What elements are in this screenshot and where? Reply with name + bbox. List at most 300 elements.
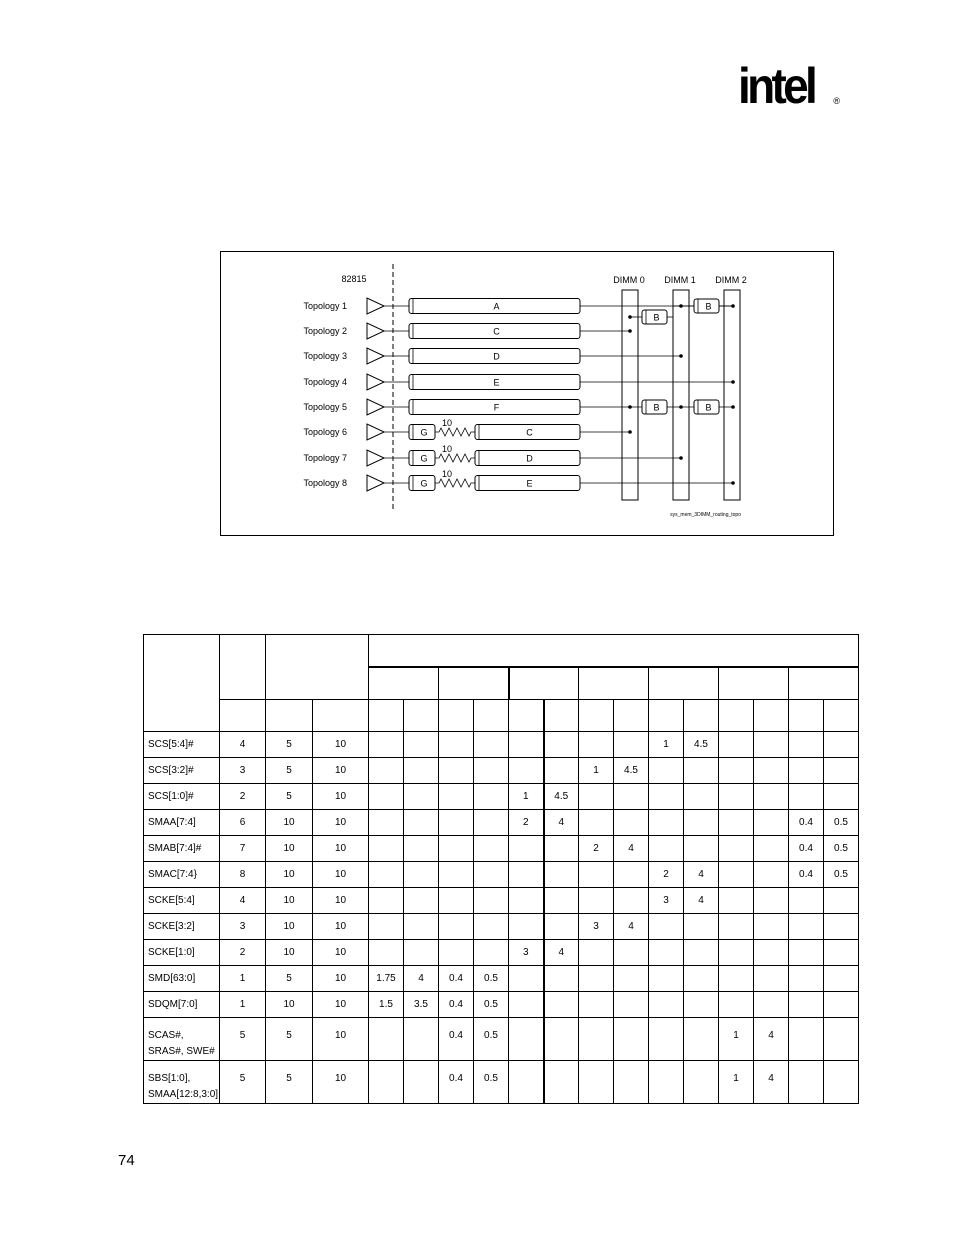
header-group: [439, 667, 509, 700]
value-cell: 10: [313, 992, 369, 1018]
value-cell: [684, 966, 719, 992]
table-row: [144, 1018, 859, 1061]
connection-dot: [679, 354, 683, 358]
value-cell: [719, 966, 754, 992]
value-cell: [404, 810, 439, 836]
value-cell: [474, 810, 509, 836]
value-cell: [439, 914, 474, 940]
value-cell: 4: [544, 810, 579, 836]
value-cell: [544, 836, 579, 862]
value-cell: [649, 810, 684, 836]
registered-mark: ®: [833, 96, 840, 106]
value-cell: [719, 862, 754, 888]
value-cell: 10: [313, 784, 369, 810]
value-cell: [614, 1061, 649, 1104]
value-cell: [579, 888, 614, 914]
topology-label: Topology 2: [303, 326, 347, 336]
value-cell: [614, 732, 649, 758]
value-cell: 4: [220, 732, 266, 758]
value-cell: [649, 1018, 684, 1061]
value-cell: [719, 732, 754, 758]
value-cell: 10: [266, 914, 313, 940]
resistor-value: 10: [441, 469, 453, 479]
value-cell: [404, 784, 439, 810]
value-cell: [824, 940, 859, 966]
value-cell: [579, 732, 614, 758]
header-sub: [369, 700, 404, 732]
value-cell: [614, 784, 649, 810]
value-cell: 1: [719, 1018, 754, 1061]
chip-label: 82815: [341, 274, 367, 284]
value-cell: [684, 1061, 719, 1104]
driver-buffer-icon: [367, 323, 384, 339]
value-cell: 0.5: [474, 992, 509, 1018]
driver-buffer-icon: [367, 374, 384, 390]
table-row: [144, 992, 859, 1018]
value-cell: [789, 758, 824, 784]
value-cell: 3: [220, 758, 266, 784]
value-cell: [754, 966, 789, 992]
value-cell: 10: [313, 1061, 369, 1104]
value-cell: [369, 862, 404, 888]
value-cell: 2: [649, 862, 684, 888]
header-topology: [220, 635, 266, 700]
value-cell: 10: [266, 888, 313, 914]
connection-dot: [731, 481, 735, 485]
value-cell: [649, 836, 684, 862]
value-cell: [824, 732, 859, 758]
table-row: [144, 914, 859, 940]
value-cell: [649, 992, 684, 1018]
value-cell: [544, 888, 579, 914]
connection-dot: [679, 405, 683, 409]
value-cell: [544, 862, 579, 888]
signal-name-cell: SMD[63:0]: [144, 966, 220, 992]
value-cell: [369, 810, 404, 836]
value-cell: [509, 1018, 544, 1061]
header-sub: [220, 700, 266, 732]
value-cell: [369, 940, 404, 966]
value-cell: [579, 966, 614, 992]
value-cell: 3: [579, 914, 614, 940]
signal-name-cell: SBS[1:0], SMAA[12:8,3:0]: [144, 1061, 220, 1104]
dimm-label: DIMM 1: [664, 275, 696, 285]
driver-buffer-icon: [367, 399, 384, 415]
header-sub: [824, 700, 859, 732]
value-cell: [649, 1061, 684, 1104]
header-group: [649, 667, 719, 700]
value-cell: [544, 758, 579, 784]
driver-buffer-icon: [367, 424, 384, 440]
value-cell: [474, 862, 509, 888]
value-cell: [509, 888, 544, 914]
value-cell: [439, 758, 474, 784]
header-group: [719, 667, 789, 700]
value-cell: [684, 810, 719, 836]
table-row: [144, 1061, 859, 1104]
value-cell: [404, 862, 439, 888]
driver-buffer-icon: [367, 475, 384, 491]
value-cell: [684, 992, 719, 1018]
value-cell: 0.5: [474, 1018, 509, 1061]
signal-name-cell: SCAS#, SRAS#, SWE#: [144, 1018, 220, 1061]
value-cell: [439, 836, 474, 862]
header-group: [369, 667, 439, 700]
value-cell: 1: [509, 784, 544, 810]
signal-name-cell: SCS[5:4]#: [144, 732, 220, 758]
table-row: [144, 836, 859, 862]
value-cell: [509, 758, 544, 784]
header-sub: [544, 700, 579, 732]
value-cell: [404, 1018, 439, 1061]
value-cell: [369, 732, 404, 758]
value-cell: 10: [313, 966, 369, 992]
value-cell: [439, 862, 474, 888]
signal-name-cell: SDQM[7:0]: [144, 992, 220, 1018]
value-cell: [789, 1061, 824, 1104]
value-cell: [614, 940, 649, 966]
value-cell: 4: [404, 966, 439, 992]
value-cell: 2: [220, 940, 266, 966]
value-cell: 10: [313, 914, 369, 940]
value-cell: 4: [754, 1018, 789, 1061]
value-cell: [544, 732, 579, 758]
value-cell: [789, 940, 824, 966]
value-cell: [684, 1018, 719, 1061]
value-cell: [369, 784, 404, 810]
logo-wordmark: intel: [738, 58, 815, 114]
table-row: [144, 940, 859, 966]
value-cell: [544, 1018, 579, 1061]
value-cell: 5: [220, 1018, 266, 1061]
value-cell: 2: [509, 810, 544, 836]
value-cell: [824, 784, 859, 810]
value-cell: [719, 836, 754, 862]
signal-name-cell: SCS[1:0]#: [144, 784, 220, 810]
value-cell: 0.5: [474, 1061, 509, 1104]
value-cell: [719, 914, 754, 940]
value-cell: 4: [614, 836, 649, 862]
value-cell: [439, 888, 474, 914]
value-cell: [614, 966, 649, 992]
value-cell: 10: [266, 810, 313, 836]
table-row: [144, 966, 859, 992]
value-cell: 5: [266, 758, 313, 784]
value-cell: [474, 836, 509, 862]
value-cell: [439, 732, 474, 758]
trace-segment-label: G: [420, 427, 428, 438]
connection-dot: [628, 329, 632, 333]
value-cell: [404, 940, 439, 966]
header-group: [579, 667, 649, 700]
value-cell: 10: [313, 940, 369, 966]
connection-dot: [679, 456, 683, 460]
dimm-label: DIMM 2: [715, 275, 747, 285]
header-sub: [509, 700, 544, 732]
connection-dot: [731, 405, 735, 409]
value-cell: 10: [313, 732, 369, 758]
value-cell: [579, 810, 614, 836]
value-cell: [824, 1061, 859, 1104]
value-cell: [404, 1061, 439, 1104]
header-group: [509, 667, 579, 700]
value-cell: [439, 784, 474, 810]
value-cell: 5: [266, 1018, 313, 1061]
value-cell: [579, 1018, 614, 1061]
value-cell: [684, 914, 719, 940]
value-cell: [369, 888, 404, 914]
trace-segment-label: E: [526, 478, 533, 489]
value-cell: [789, 784, 824, 810]
value-cell: 5: [266, 732, 313, 758]
topology-label: Topology 6: [303, 427, 347, 437]
value-cell: 10: [266, 836, 313, 862]
value-cell: 1.5: [369, 992, 404, 1018]
value-cell: [509, 914, 544, 940]
value-cell: [509, 862, 544, 888]
table-row: [144, 732, 859, 758]
value-cell: 5: [266, 966, 313, 992]
value-cell: [474, 758, 509, 784]
value-cell: [824, 888, 859, 914]
header-sub: [579, 700, 614, 732]
value-cell: [649, 784, 684, 810]
topology-label: Topology 5: [303, 402, 347, 412]
value-cell: [474, 914, 509, 940]
dimm-label: DIMM 0: [613, 275, 645, 285]
value-cell: [579, 784, 614, 810]
value-cell: [509, 992, 544, 1018]
value-cell: [754, 888, 789, 914]
value-cell: 10: [266, 940, 313, 966]
value-cell: 0.4: [439, 1018, 474, 1061]
value-cell: [754, 862, 789, 888]
header-sub: [719, 700, 754, 732]
value-cell: 3: [509, 940, 544, 966]
value-cell: [579, 862, 614, 888]
value-cell: [754, 836, 789, 862]
header-sub: [789, 700, 824, 732]
dimm-connector: [673, 290, 689, 500]
table-header-group: [144, 635, 859, 732]
value-cell: 4.5: [544, 784, 579, 810]
trace-segment-label: D: [526, 453, 533, 464]
value-cell: [544, 992, 579, 1018]
value-cell: 1.75: [369, 966, 404, 992]
value-cell: 1: [719, 1061, 754, 1104]
value-cell: [684, 784, 719, 810]
trace-segment-label: E: [493, 377, 500, 388]
trace-segment-label: C: [526, 427, 533, 438]
value-cell: [579, 1061, 614, 1104]
value-cell: [754, 992, 789, 1018]
routing-spec-table: [143, 634, 859, 1104]
signal-name-cell: SCKE[5:4]: [144, 888, 220, 914]
value-cell: [754, 784, 789, 810]
connection-dot: [731, 380, 735, 384]
header-group: [789, 667, 859, 700]
topology-label: Topology 1: [303, 301, 347, 311]
value-cell: [404, 758, 439, 784]
stub-segment-label: B: [653, 312, 660, 323]
header-sub: [754, 700, 789, 732]
header-signal: [144, 635, 220, 732]
value-cell: [824, 966, 859, 992]
driver-buffer-icon: [367, 450, 384, 466]
dimm-connector: [724, 290, 740, 500]
value-cell: 2: [220, 784, 266, 810]
value-cell: [474, 784, 509, 810]
value-cell: 3.5: [404, 992, 439, 1018]
value-cell: [754, 758, 789, 784]
header-sub: [439, 700, 474, 732]
header-trace: [266, 635, 369, 700]
value-cell: [579, 940, 614, 966]
page-number: 74: [118, 1152, 135, 1169]
value-cell: 10: [313, 1018, 369, 1061]
header-row-1: [144, 635, 859, 667]
header-sub: [266, 700, 313, 732]
value-cell: [509, 966, 544, 992]
value-cell: [719, 810, 754, 836]
value-cell: [719, 758, 754, 784]
value-cell: 7: [220, 836, 266, 862]
header-sub: [474, 700, 509, 732]
value-cell: 5: [266, 784, 313, 810]
value-cell: [544, 966, 579, 992]
value-cell: [754, 732, 789, 758]
value-cell: 0.4: [439, 966, 474, 992]
table-row: [144, 862, 859, 888]
signal-name-cell: SCKE[3:2]: [144, 914, 220, 940]
topology-label: Topology 7: [303, 453, 347, 463]
routing-topology-figure: [220, 251, 834, 536]
value-cell: [439, 810, 474, 836]
value-cell: [789, 966, 824, 992]
value-cell: [614, 1018, 649, 1061]
header-row-3: [144, 700, 859, 732]
header-sub: [313, 700, 369, 732]
stub-segment-label: B: [653, 402, 660, 413]
value-cell: 4: [684, 862, 719, 888]
value-cell: 0.5: [824, 810, 859, 836]
value-cell: 10: [313, 888, 369, 914]
value-cell: 10: [313, 810, 369, 836]
value-cell: 1: [579, 758, 614, 784]
table-row: [144, 888, 859, 914]
value-cell: 0.4: [789, 810, 824, 836]
value-cell: [614, 888, 649, 914]
value-cell: [369, 758, 404, 784]
connection-dot: [628, 430, 632, 434]
value-cell: [474, 940, 509, 966]
value-cell: [614, 810, 649, 836]
value-cell: 4: [684, 888, 719, 914]
value-cell: 3: [649, 888, 684, 914]
value-cell: 4: [544, 940, 579, 966]
driver-buffer-icon: [367, 298, 384, 314]
value-cell: 10: [313, 758, 369, 784]
resistor-icon: [435, 454, 475, 462]
value-cell: [719, 940, 754, 966]
table-row: [144, 784, 859, 810]
value-cell: 0.5: [824, 836, 859, 862]
value-cell: [509, 836, 544, 862]
value-cell: [684, 836, 719, 862]
value-cell: [789, 914, 824, 940]
value-cell: 0.4: [439, 1061, 474, 1104]
value-cell: [474, 888, 509, 914]
value-cell: 10: [313, 836, 369, 862]
table-body: [144, 732, 859, 1104]
header-sub: [404, 700, 439, 732]
header-sub: [649, 700, 684, 732]
trace-segment-label: F: [493, 402, 500, 413]
value-cell: [439, 940, 474, 966]
value-cell: [754, 810, 789, 836]
value-cell: [509, 1061, 544, 1104]
value-cell: [509, 732, 544, 758]
resistor-icon: [435, 479, 475, 487]
value-cell: [789, 732, 824, 758]
value-cell: [404, 732, 439, 758]
value-cell: [824, 758, 859, 784]
intel-logo: [738, 58, 840, 120]
stub-segment-label: B: [705, 301, 712, 312]
value-cell: [824, 992, 859, 1018]
value-cell: [684, 758, 719, 784]
value-cell: 10: [313, 862, 369, 888]
topology-label: Topology 3: [303, 351, 347, 361]
value-cell: [824, 1018, 859, 1061]
signal-name-cell: SMAB[7:4]#: [144, 836, 220, 862]
value-cell: [404, 836, 439, 862]
value-cell: [789, 1018, 824, 1061]
value-cell: 4: [220, 888, 266, 914]
value-cell: [369, 914, 404, 940]
stub-segment-label: B: [705, 402, 712, 413]
value-cell: [719, 784, 754, 810]
value-cell: [614, 992, 649, 1018]
value-cell: [369, 1061, 404, 1104]
value-cell: [369, 836, 404, 862]
signal-name-cell: SMAA[7:4]: [144, 810, 220, 836]
value-cell: 0.4: [789, 836, 824, 862]
signal-name-cell: SCS[3:2]#: [144, 758, 220, 784]
value-cell: 0.5: [824, 862, 859, 888]
value-cell: 5: [266, 1061, 313, 1104]
topology-label: Topology 8: [303, 478, 347, 488]
value-cell: [649, 758, 684, 784]
value-cell: [824, 914, 859, 940]
signal-name-cell: SMAC[7:4}: [144, 862, 220, 888]
driver-buffer-icon: [367, 348, 384, 364]
value-cell: [719, 888, 754, 914]
resistor-value: 10: [441, 418, 453, 428]
value-cell: [754, 940, 789, 966]
header-lengths: [369, 635, 859, 667]
topology-diagram: [221, 252, 835, 537]
value-cell: 1: [220, 966, 266, 992]
dimm-connector: [622, 290, 638, 500]
trace-segment-label: A: [493, 301, 500, 312]
value-cell: 6: [220, 810, 266, 836]
value-cell: 0.4: [439, 992, 474, 1018]
header-sub: [614, 700, 649, 732]
value-cell: [369, 1018, 404, 1061]
resistor-value: 10: [441, 444, 453, 454]
value-cell: 5: [220, 1061, 266, 1104]
